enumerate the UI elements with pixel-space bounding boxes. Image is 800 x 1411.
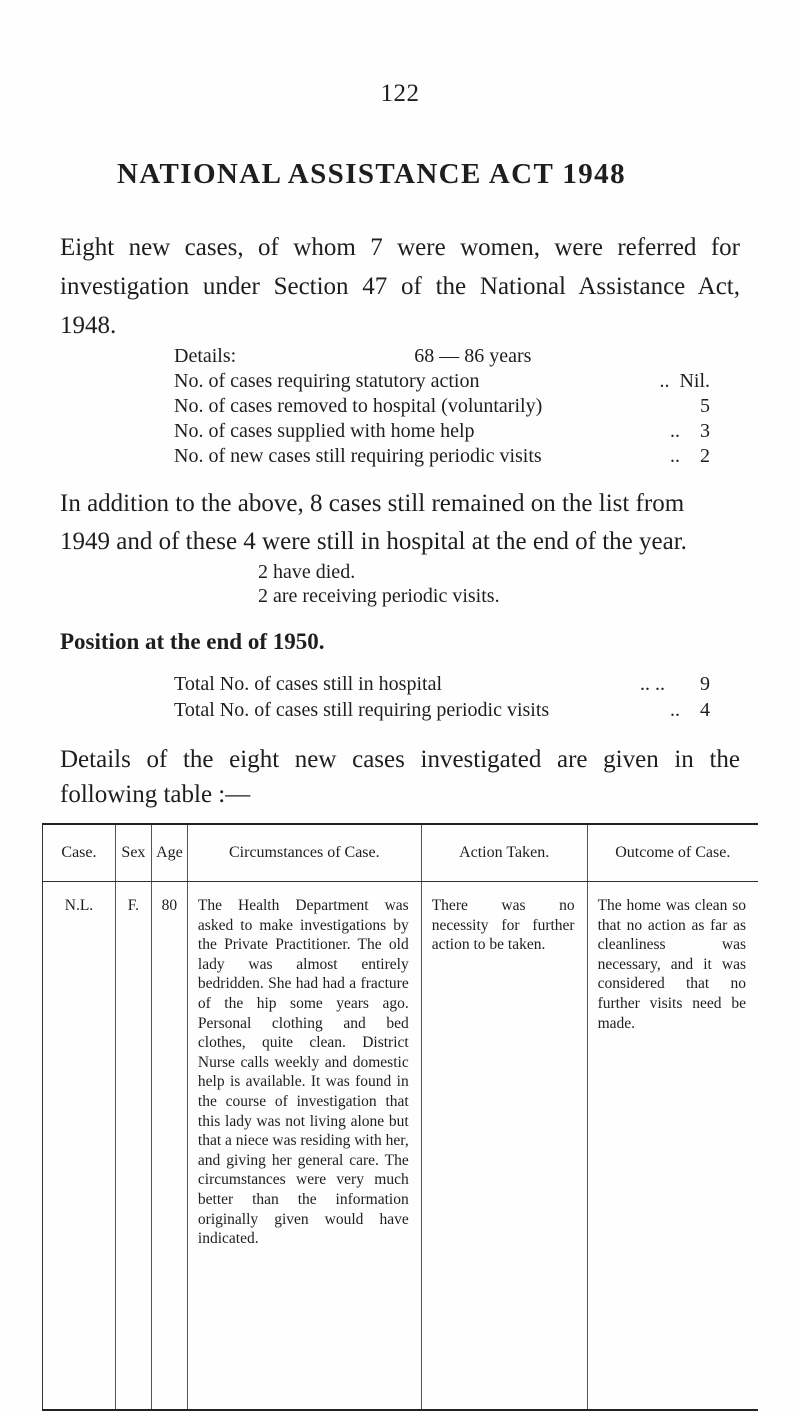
cell-case: N.L. — [43, 882, 116, 1411]
totals-row-label: Total No. of cases still in hospital — [174, 673, 443, 695]
column-header-sex: Sex — [115, 824, 151, 882]
totals-row — [174, 697, 710, 723]
details-row-label: No. of cases removed to hospital (voluntarily) — [174, 395, 543, 417]
table-row — [43, 882, 759, 1411]
totals-row-label: Total No. of cases still requiring periodic visits — [174, 699, 550, 721]
cell-action: There was no necessity for further action to be taken. — [421, 882, 587, 1411]
details-row — [174, 369, 710, 394]
details-row-label: No. of new cases still requiring periodic visits — [174, 445, 542, 467]
leader-dots: .. — [670, 420, 680, 442]
cases-table — [42, 823, 758, 1411]
intro-paragraph: Eight new cases, of whom 7 were women, were referred for investigation under Section 47 of the National Assistance Act, 1948. — [60, 234, 740, 339]
details-row-value: 3 — [700, 420, 710, 442]
totals-row-value: 9 — [700, 673, 710, 695]
page-title: NATIONAL ASSISTANCE ACT 1948 — [117, 158, 626, 190]
table-header-row — [43, 824, 759, 882]
addition-notes — [258, 560, 500, 608]
totals-row — [174, 671, 710, 697]
details-header — [174, 344, 710, 369]
details-label: Details: — [174, 345, 237, 367]
column-header-outcome: Outcome of Case. — [587, 824, 758, 882]
column-header-age: Age — [151, 824, 187, 882]
cell-age: 80 — [151, 882, 187, 1411]
totals-list — [174, 671, 710, 723]
details-list — [174, 344, 710, 469]
leader-dots: .. — [659, 370, 670, 392]
details-row-value: Nil. — [679, 370, 710, 392]
cell-circumstances: The Health Department was asked to make investigations by the Private Practitioner. The old lady was almost entirely bedridden. She had had a fracture of the hip some years ago. Personal clothing and bed clothes, quite clean. District Nurse calls weekly and domestic help is available. It was found in the course of investigation that this lady was not living alone but that a niece was residing with her, and giving her general care. The circumstances were very much better than the information originally given would have indicated. — [187, 882, 421, 1411]
details-row — [174, 444, 710, 469]
leader-dots: .. .. — [640, 673, 665, 695]
details-row-value: 5 — [700, 395, 710, 417]
leader-dots: .. — [670, 699, 680, 721]
column-header-circumstances: Circumstances of Case. — [187, 824, 421, 882]
totals-row-value: 4 — [700, 699, 710, 721]
leader-dots: .. — [670, 445, 680, 467]
addition-paragraph: In addition to the above, 8 cases still remained on the list from 1949 and of these 4 were still in hospital at the end of the year. — [60, 490, 687, 555]
age-range: 68 — 86 years — [414, 345, 532, 367]
cell-sex: F. — [115, 882, 151, 1411]
details-row-value: 2 — [700, 445, 710, 467]
details-row — [174, 394, 710, 419]
details-row-label: No. of cases supplied with home help — [174, 420, 475, 442]
table-intro-paragraph: Details of the eight new cases investigated are given in the following table :— — [60, 746, 740, 808]
details-row-label: No. of cases requiring statutory action — [174, 370, 480, 392]
position-heading: Position at the end of 1950. — [60, 629, 325, 654]
column-header-action: Action Taken. — [421, 824, 587, 882]
page-number: 122 — [380, 80, 420, 107]
note-line: 2 are receiving periodic visits. — [258, 585, 500, 607]
cell-outcome: The home was clean so that no action as far as cleanliness was necessary, and it was considered that no further visits need be made. — [597, 897, 746, 1032]
column-header-case: Case. — [43, 824, 116, 882]
details-row — [174, 419, 710, 444]
note-line: 2 have died. — [258, 561, 356, 583]
